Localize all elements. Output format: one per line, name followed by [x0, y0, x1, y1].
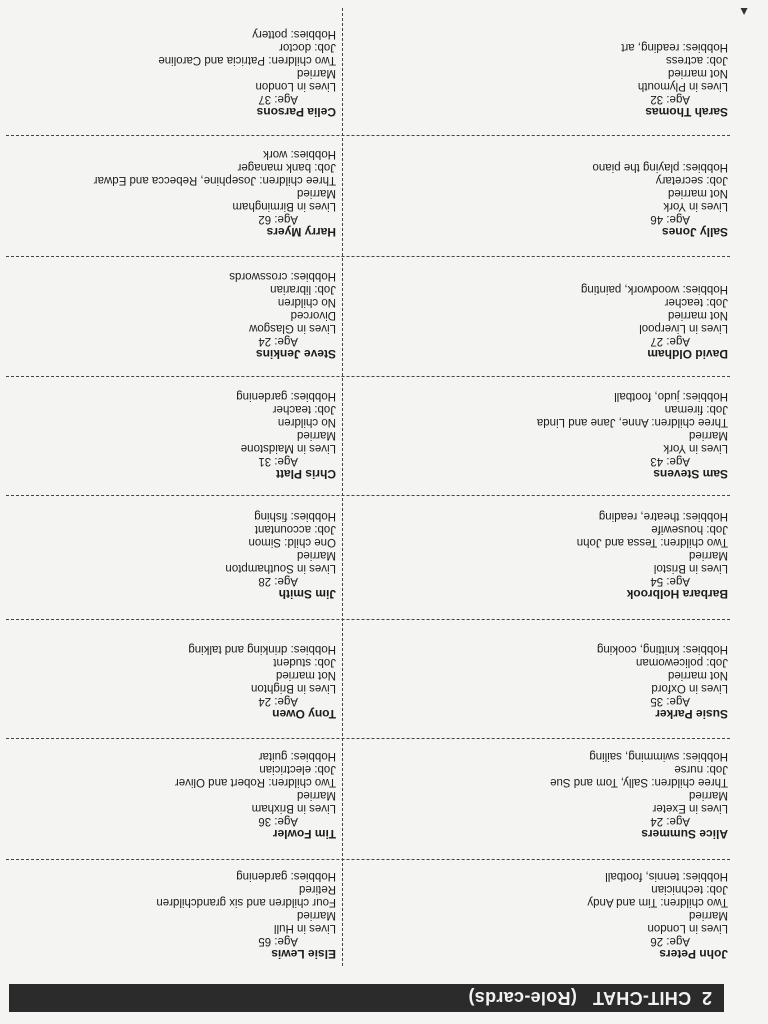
worksheet-title-bar — [9, 984, 724, 1012]
corner-triangle-icon: ▲ — [738, 5, 750, 19]
card-detail: Age: 28 — [258, 575, 298, 587]
role-card — [550, 749, 728, 840]
card-detail: Not married — [275, 669, 336, 681]
card-detail: Lives in Bristol — [653, 562, 728, 574]
card-detail: Job: electrician — [259, 763, 336, 775]
card-detail: Job: accountant — [254, 523, 336, 535]
worksheet-title: CHIT-CHAT — [592, 988, 692, 1008]
card-detail: Job: nurse — [674, 763, 728, 775]
unit-number: 2 — [701, 988, 712, 1008]
card-detail: Married — [689, 549, 728, 561]
card-detail: Job: fireman — [664, 403, 728, 415]
card-detail: Hobbies: work — [263, 148, 336, 160]
card-name: Jim Smith — [278, 587, 336, 601]
card-detail: Married — [297, 909, 336, 921]
role-card — [225, 509, 336, 600]
card-detail: Lives in Plymouth — [637, 80, 728, 92]
card-detail: Two children: Tim and Andy — [587, 896, 728, 908]
card-detail: Hobbies: playing the piano — [592, 161, 728, 173]
role-card — [581, 282, 728, 360]
card-detail: Job: doctor — [279, 41, 336, 53]
card-detail: Hobbies: reading, art — [621, 41, 728, 53]
card-detail: Job: teacher — [272, 403, 336, 415]
card-name: Steve Jenkins — [255, 347, 336, 361]
card-name: Susie Parker — [655, 707, 728, 721]
card-detail: Not married — [667, 187, 728, 199]
card-detail: Lives in Brighton — [250, 682, 336, 694]
role-card — [587, 869, 728, 960]
card-detail: Age: 32 — [650, 93, 690, 105]
card-detail: Married — [297, 549, 336, 561]
card-detail: Not married — [667, 669, 728, 681]
card-detail: Two children: Patricia and Caroline — [158, 54, 336, 66]
card-name: Sarah Thomas — [645, 105, 728, 119]
role-card — [188, 642, 336, 720]
card-name: David Oldham — [647, 347, 728, 361]
card-detail: Hobbies: fishing — [254, 510, 336, 522]
role-card — [597, 642, 728, 720]
role-card — [229, 269, 336, 360]
role-card — [577, 509, 728, 600]
card-detail: Lives in Glasgow — [249, 322, 336, 334]
card-detail: Married — [297, 789, 336, 801]
card-detail: Job: bank manager — [237, 161, 336, 173]
horizontal-cut-line — [6, 619, 730, 620]
card-detail: Four children and six grandchildren — [156, 896, 336, 908]
card-detail: Hobbies: knitting, cooking — [596, 643, 728, 655]
card-detail: Not married — [667, 67, 728, 79]
card-detail: Job: housewife — [651, 523, 728, 535]
role-card — [156, 869, 336, 960]
horizontal-cut-line — [6, 859, 730, 860]
horizontal-cut-line — [6, 495, 730, 496]
card-detail: Age: 35 — [650, 695, 690, 707]
card-detail: Lives in Maidstone — [240, 442, 336, 454]
card-detail: Lives in York — [663, 442, 728, 454]
card-detail: Job: secretary — [655, 174, 728, 186]
card-detail: Job: policewoman — [635, 656, 728, 668]
horizontal-cut-line — [6, 738, 730, 739]
card-name: Harry Myers — [266, 225, 336, 239]
card-detail: Married — [689, 909, 728, 921]
card-detail: Job: librarian — [270, 283, 336, 295]
card-name: Sally Jones — [661, 225, 728, 239]
card-detail: Hobbies: tennis, football — [605, 870, 728, 882]
card-detail: Divorced — [290, 309, 336, 321]
card-detail: Age: 26 — [650, 935, 690, 947]
card-detail: Age: 43 — [650, 455, 690, 467]
card-name: Tim Fowler — [272, 827, 336, 841]
card-name: Alice Summers — [641, 827, 728, 841]
card-detail: Hobbies: theatre, reading — [598, 510, 728, 522]
card-detail: Hobbies: gardening — [236, 390, 336, 402]
card-detail: Hobbies: guitar — [258, 750, 336, 762]
card-detail: Age: 62 — [258, 213, 298, 225]
horizontal-cut-line — [6, 376, 730, 377]
card-detail: Lives in Exeter — [652, 802, 728, 814]
role-card — [236, 389, 336, 480]
card-name: Celia Parsons — [256, 105, 336, 119]
card-detail: Lives in London — [647, 922, 728, 934]
card-detail: Three children: Josephine, Rebecca and Edwar — [93, 174, 336, 186]
card-detail: Hobbies: crosswords — [229, 270, 336, 282]
card-detail: Hobbies: judo, football — [614, 390, 728, 402]
card-detail: No children — [277, 296, 336, 308]
card-detail: Age: 31 — [258, 455, 298, 467]
card-detail: Not married — [667, 309, 728, 321]
card-detail: Married — [689, 429, 728, 441]
card-detail: Age: 54 — [650, 575, 690, 587]
card-detail: Lives in Liverpool — [639, 322, 728, 334]
card-name: Barbara Holbrook — [626, 587, 728, 601]
card-detail: Job: student — [273, 656, 336, 668]
card-detail: Married — [297, 67, 336, 79]
card-detail: Age: 24 — [258, 695, 298, 707]
card-detail: Two children: Tessa and John — [576, 536, 728, 548]
card-name: Elsie Lewis — [271, 947, 336, 961]
card-detail: Age: 24 — [258, 335, 298, 347]
card-name: John Peters — [659, 947, 728, 961]
card-detail: Lives in York — [663, 200, 728, 212]
card-name: Chris Platt — [275, 467, 336, 481]
card-detail: One child: Simon — [248, 536, 336, 548]
card-detail: Married — [689, 789, 728, 801]
role-card — [537, 389, 728, 480]
card-name: Tony Owen — [272, 707, 336, 721]
card-detail: Job: teacher — [664, 296, 728, 308]
card-detail: Hobbies: pottery — [252, 28, 336, 40]
role-card — [621, 40, 728, 118]
card-detail: Lives in Southampton — [225, 562, 336, 574]
card-detail: Age: 24 — [650, 815, 690, 827]
card-name: Sam Stevens — [653, 467, 728, 481]
card-detail: Lives in London — [255, 80, 336, 92]
card-detail: Age: 27 — [650, 335, 690, 347]
horizontal-cut-line — [6, 135, 730, 136]
card-detail: Age: 37 — [258, 93, 298, 105]
card-detail: Age: 36 — [258, 815, 298, 827]
card-detail: Job: actress — [666, 54, 728, 66]
role-card — [175, 749, 336, 840]
horizontal-cut-line — [6, 256, 730, 257]
card-detail: Lives in Brixham — [251, 802, 336, 814]
role-card — [592, 160, 728, 238]
card-detail: Job: technician — [651, 883, 728, 895]
card-detail: No children — [277, 416, 336, 428]
card-detail: Lives in Hull — [274, 922, 336, 934]
worksheet-subtitle: (Role-cards) — [468, 988, 577, 1008]
vertical-cut-line — [342, 8, 343, 966]
card-detail: Hobbies: woodwork, painting — [580, 283, 728, 295]
card-detail: Three children: Anne, Jane and Linda — [536, 416, 728, 428]
card-detail: Age: 46 — [650, 213, 690, 225]
card-detail: Married — [297, 429, 336, 441]
role-card — [94, 147, 336, 238]
card-detail: Hobbies: drinking and talking — [188, 643, 336, 655]
card-detail: Married — [297, 187, 336, 199]
card-detail: Two children: Robert and Oliver — [174, 776, 336, 788]
card-detail: Three children: Sally, Tom and Sue — [550, 776, 728, 788]
card-detail: Age: 65 — [258, 935, 298, 947]
card-detail: Hobbies: gardening — [236, 870, 336, 882]
card-detail: Hobbies: swimming, sailing — [589, 750, 728, 762]
role-card — [158, 27, 336, 118]
card-detail: Lives in Oxford — [651, 682, 728, 694]
card-detail: Lives in Birmingham — [232, 200, 336, 212]
card-detail: Retired — [298, 883, 336, 895]
